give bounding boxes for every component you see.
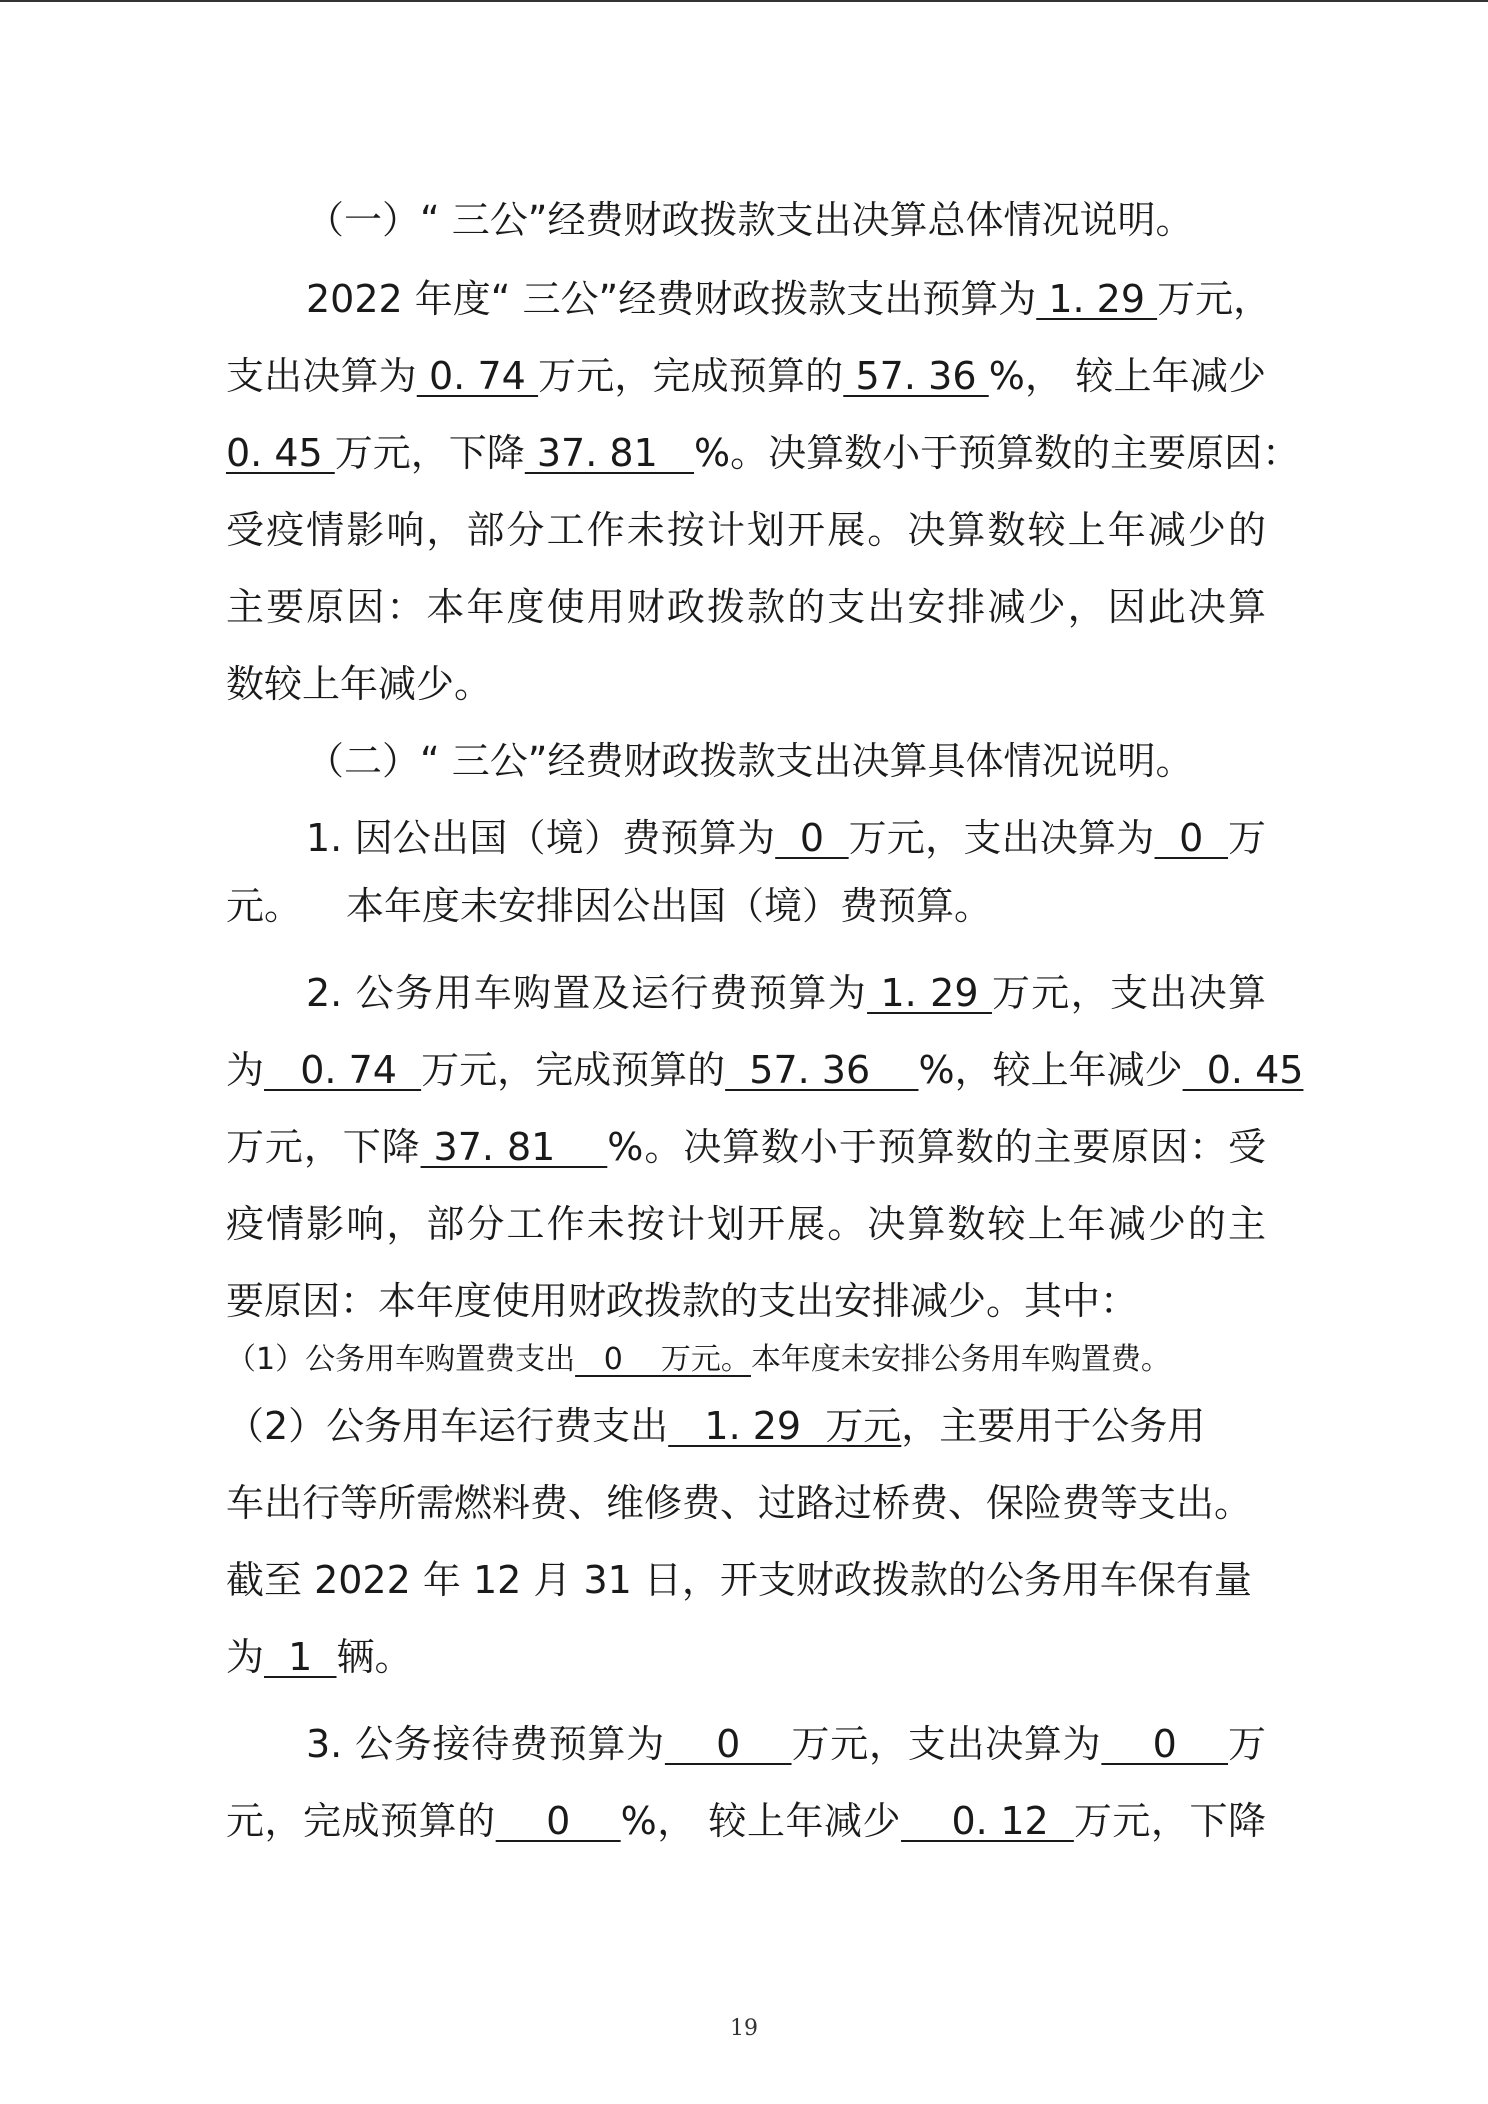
text: %，较上年减少 (918, 1048, 1183, 1092)
text: 元。 (226, 884, 303, 928)
item-3-line (306, 1714, 1266, 1774)
paragraph-line: 主要原因：本年度使用财政拨款的支出安排减少，因此决算 (226, 585, 1266, 629)
text: 3. 公务接待费预算为 (306, 1722, 665, 1766)
value: 0 (1101, 1722, 1228, 1766)
text: 元，完成预算的 (226, 1799, 496, 1843)
value: 0 万元。 (575, 1342, 751, 1377)
value: 1 (264, 1635, 337, 1679)
paragraph-line (226, 346, 1266, 406)
value: 0 (1154, 816, 1228, 860)
text: %。决算数小于预算数的主要原因： (693, 431, 1301, 475)
text: 万元， (1157, 277, 1272, 321)
text: 万元，下降 (226, 1125, 421, 1169)
text: 万元，支出决算 (991, 971, 1266, 1015)
section-heading-2: （二）“ 三公”经费财政拨款支出决算具体情况说明。 (306, 739, 1194, 783)
text: 为 (226, 1635, 265, 1679)
item-2-sub-2 (226, 1396, 1266, 1456)
value: 0. 74 (264, 1048, 422, 1092)
value: 0 (495, 1799, 621, 1843)
paragraph-line (226, 423, 1301, 483)
value: 37. 81 (420, 1125, 608, 1169)
value: 0. 45 (1182, 1048, 1304, 1092)
value: 0 (775, 816, 849, 860)
text: 万 (1228, 1722, 1267, 1766)
text: %。决算数小于预算数的主要原因：受 (607, 1125, 1266, 1169)
item-2-line: 车出行等所需燃料费、维修费、过路过桥费、保险费等支出。 (226, 1481, 1253, 1525)
paragraph-line: 数较上年减少。 (226, 662, 493, 706)
text: 万元，完成预算的 (421, 1048, 726, 1092)
text: （1）公务用车购置费支出 (226, 1342, 576, 1377)
item-2-line (226, 1117, 1266, 1177)
text: 万元，支出决算为 (791, 1722, 1102, 1766)
item-2-line (226, 1040, 1304, 1100)
paragraph-line: 受疫情影响，部分工作未按计划开展。决算数较上年减少的 (226, 508, 1266, 552)
text: 本年度未安排公务用车购置费。 (750, 1342, 1171, 1377)
text: 万 (1228, 816, 1267, 860)
text: 为 (226, 1048, 265, 1092)
value: 0. 12 (901, 1799, 1074, 1843)
item-2-line: 截至 2022 年 12 月 31 日，开支财政拨款的公务用车保有量 (226, 1558, 1252, 1602)
item-2-line (306, 963, 1266, 1023)
text: 2. 公务用车购置及运行费预算为 (306, 971, 868, 1015)
text: %， 较上年减少 (988, 354, 1266, 398)
item-2-line: 要原因：本年度使用财政拨款的支出安排减少。其中： (226, 1279, 1139, 1323)
item-2-line: 疫情影响，部分工作未按计划开展。决算数较上年减少的主 (226, 1202, 1266, 1246)
text: 2022 年度“ 三公”经费财政拨款支出预算为 (306, 277, 1037, 321)
value: 1. 29 万元 (668, 1404, 902, 1448)
text: 万元，下降 (334, 431, 525, 475)
decrease-value: 0. 45 (226, 431, 335, 475)
text: 支出决算为 (226, 354, 417, 398)
decrease-rate: 37. 81 (524, 431, 694, 475)
section-heading-1: （一）“ 三公”经费财政拨款支出决算总体情况说明。 (306, 198, 1194, 242)
value: 1. 29 (867, 971, 992, 1015)
text: 万元，支出决算为 (848, 816, 1155, 860)
item-3-line (226, 1791, 1266, 1851)
item-1-line (226, 876, 1266, 936)
text: 万元，完成预算的 (538, 354, 844, 398)
text: （2）公务用车运行费支出 (226, 1404, 669, 1448)
text: 1. 因公出国（境）费预算为 (306, 816, 776, 860)
budget-value: 1. 29 (1036, 277, 1158, 321)
paragraph-line (306, 269, 1272, 329)
text: %， 较上年减少 (620, 1799, 902, 1843)
text: 本年度未安排因公出国（境）费预算。 (346, 884, 993, 928)
item-1-line (306, 808, 1266, 868)
actual-value: 0. 74 (416, 354, 539, 398)
text: 万元，下降 (1073, 1799, 1266, 1843)
completion-rate: 57. 36 (843, 354, 989, 398)
value: 57. 36 (725, 1048, 919, 1092)
top-border (0, 0, 1488, 2)
text: ，主要用于公务用 (901, 1404, 1206, 1448)
page-number: 19 (730, 2016, 758, 2041)
item-2-line (226, 1627, 1266, 1687)
text: 辆。 (336, 1635, 413, 1679)
value: 0 (664, 1722, 792, 1766)
item-2-sub-1 (226, 1330, 1266, 1390)
